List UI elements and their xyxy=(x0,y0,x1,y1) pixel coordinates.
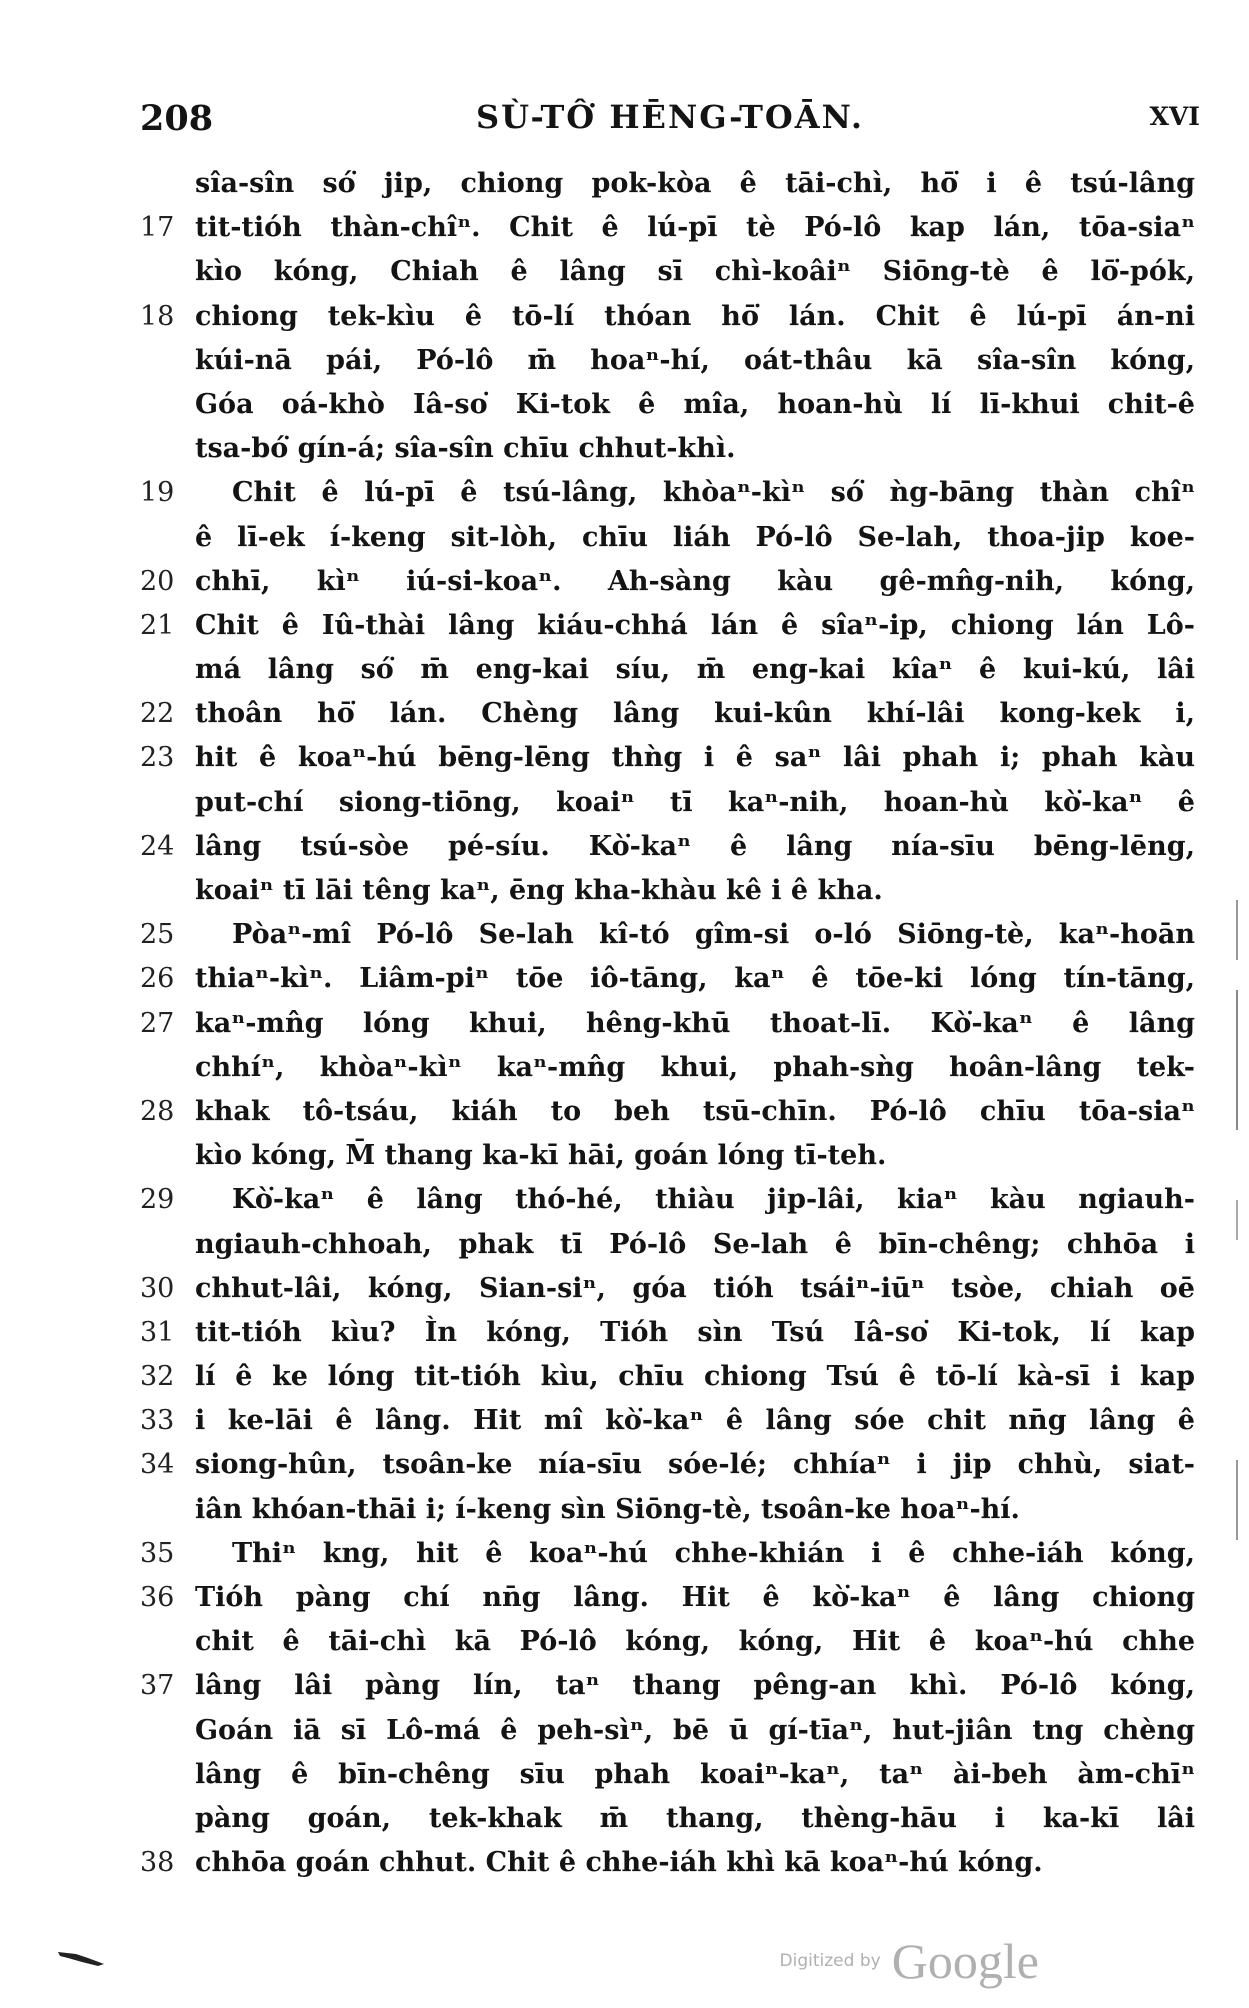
verse-number: 38 xyxy=(140,1847,175,1879)
text-line xyxy=(0,427,1249,471)
text-line xyxy=(0,1841,1249,1885)
text-line xyxy=(0,648,1249,692)
scan-edge-line xyxy=(1236,900,1239,1600)
verse-number: 24 xyxy=(140,830,175,862)
text-line xyxy=(0,516,1249,560)
google-logo: Google xyxy=(891,1933,1039,1989)
line-text: kaⁿ-mn̂g lóng khui, hêng-khū thoat-lī. Kò͘-kaⁿ ê lâng xyxy=(195,1007,1195,1039)
line-text: Chit ê Iû-thài lâng kiáu-chhá lán ê sîaⁿ-ip, chiong lán Lô- xyxy=(195,609,1195,641)
verse-number: 19 xyxy=(140,477,175,509)
text-line xyxy=(0,1797,1249,1841)
verse-number: 25 xyxy=(140,919,175,951)
text-line xyxy=(0,560,1249,604)
verse-number: 20 xyxy=(140,565,175,597)
page-header xyxy=(140,98,1200,148)
text-line xyxy=(0,1399,1249,1443)
verse-number: 17 xyxy=(140,212,175,244)
line-text: chiong tek-kìu ê tō-lí thóan hō͘ lán. Chit ê lú-pī án-ni xyxy=(195,300,1195,332)
text-line xyxy=(0,1443,1249,1487)
verse-number: 33 xyxy=(140,1405,175,1437)
line-text: koaiⁿ tī lāi têng kaⁿ, ēng kha-khàu kê i ê kha. xyxy=(195,875,883,906)
line-text: tit-tióh kìu? Ìn kóng, Tióh sìn Tsú Iâ-so͘ Ki-tok, lí kap xyxy=(195,1316,1195,1348)
text-line xyxy=(0,604,1249,648)
text-line xyxy=(0,471,1249,515)
running-title: SÙ-TÔ͘ HĒNG-TOĀN. xyxy=(476,98,864,136)
line-text: Kò͘-kaⁿ ê lâng thó-hé, thiàu jip-lâi, kiaⁿ kàu ngiauh- xyxy=(232,1184,1195,1216)
verse-number: 32 xyxy=(140,1361,175,1393)
verse-number: 21 xyxy=(140,609,175,641)
line-text: pàng goán, tek-khak m̄ thang, thèng-hāu i ka-kī lâi xyxy=(195,1802,1195,1834)
verse-number: 22 xyxy=(140,698,175,730)
verse-number: 30 xyxy=(140,1272,175,1304)
line-text: kúi-nā pái, Pó-lô m̄ hoaⁿ-hí, oát-thâu kā sîa-sîn kóng, xyxy=(195,344,1195,376)
text-line xyxy=(0,1576,1249,1620)
line-text: i ke-lāi ê lâng. Hit mî kò͘-kaⁿ ê lâng sóe chit nn̄g lâng ê xyxy=(195,1405,1195,1437)
verse-number: 27 xyxy=(140,1007,175,1039)
verse-number: 31 xyxy=(140,1316,175,1348)
line-text: sîa-sîn só͘ jip, chiong pok-kòa ê tāi-chì, hō͘ i ê tsú-lâng xyxy=(195,168,1195,199)
verse-number: 36 xyxy=(140,1582,175,1613)
text-line xyxy=(0,1355,1249,1399)
line-text: Tióh pàng chí nn̄g lâng. Hit ê kò͘-kaⁿ ê lâng chiong xyxy=(195,1582,1195,1613)
line-text: tit-tióh thàn-chîⁿ. Chit ê lú-pī tè Pó-lô kap lán, tōa-siaⁿ xyxy=(195,212,1195,244)
line-text: kìo kóng, M̄ thang ka-kī hāi, goán lóng tī-teh. xyxy=(195,1140,887,1172)
text-line xyxy=(0,1664,1249,1708)
chapter-number: XVI xyxy=(1149,102,1200,131)
text-line xyxy=(0,339,1249,383)
line-text: lâng tsú-sòe pé-síu. Kò͘-kaⁿ ê lâng nía-sīu bēng-lēng, xyxy=(195,830,1195,862)
digitized-by-google-watermark xyxy=(780,1932,1039,1990)
text-line xyxy=(0,1709,1249,1753)
ink-smudge-icon xyxy=(58,1948,104,1968)
line-text: chit ê tāi-chì kā Pó-lô kóng, kóng, Hit ê koaⁿ-hú chhe xyxy=(195,1626,1195,1658)
verse-number: 23 xyxy=(140,742,175,774)
page-number: 208 xyxy=(140,98,214,139)
line-text: chhī, kìⁿ iú-si-koaⁿ. Ah-sàng kàu gê-mn̂g-nih, kóng, xyxy=(195,565,1195,597)
line-text: tsa-bó͘ gín-á; sîa-sîn chīu chhut-khì. xyxy=(195,433,736,465)
text-line xyxy=(0,1223,1249,1267)
text-line xyxy=(0,206,1249,250)
line-text: ngiauh-chhoah, phak tī Pó-lô Se-lah ê bīn-chêng; chhōa i xyxy=(195,1228,1195,1260)
line-text: Goán iā sī Lô-má ê peh-sìⁿ, bē ū gí-tīaⁿ, hut-jiân tng chèng xyxy=(195,1714,1195,1746)
line-text: Thiⁿ kng, hit ê koaⁿ-hú chhe-khián i ê chhe-iáh kóng, xyxy=(232,1537,1195,1569)
watermark-prefix: Digitized by xyxy=(779,1951,881,1971)
line-text: chhíⁿ, khòaⁿ-kìⁿ kaⁿ-mn̂g khui, phah-sǹg hoân-lâng tek- xyxy=(195,1051,1195,1083)
text-line xyxy=(0,736,1249,780)
text-line xyxy=(0,1134,1249,1178)
text-line xyxy=(0,1046,1249,1090)
text-line xyxy=(0,913,1249,957)
text-line xyxy=(0,957,1249,1001)
line-text: Pòaⁿ-mî Pó-lô Se-lah kî-tó gîm-si o-ló Siōng-tè, kaⁿ-hoān xyxy=(232,919,1195,951)
text-line xyxy=(0,1620,1249,1664)
line-text: hit ê koaⁿ-hú bēng-lēng thǹg i ê saⁿ lâi phah i; phah kàu xyxy=(195,742,1195,774)
line-text: Chit ê lú-pī ê tsú-lâng, khòaⁿ-kìⁿ só͘ ǹg-bāng thàn chîⁿ xyxy=(232,477,1195,509)
text-line xyxy=(0,1532,1249,1576)
line-text: chhut-lâi, kóng, Sian-siⁿ, góa tióh tsáiⁿ-iūⁿ tsòe, chiah oē xyxy=(195,1272,1195,1304)
text-line xyxy=(0,692,1249,736)
verse-number: 18 xyxy=(140,300,175,332)
line-text: ê lī-ek í-keng sit-lòh, chīu liáh Pó-lô Se-lah, thoa-jip koe- xyxy=(195,521,1195,553)
text-line xyxy=(0,1002,1249,1046)
line-text: khak tô-tsáu, kiáh to beh tsū-chīn. Pó-lô chīu tōa-siaⁿ xyxy=(195,1095,1195,1127)
line-text: iân khóan-thāi i; í-keng sìn Siōng-tè, tsoân-ke hoaⁿ-hí. xyxy=(195,1493,1020,1525)
text-line xyxy=(0,1267,1249,1311)
line-text: siong-hûn, tsoân-ke nía-sīu sóe-lé; chhíaⁿ i jip chhù, siat- xyxy=(195,1449,1195,1481)
text-line xyxy=(0,1488,1249,1532)
text-body xyxy=(0,162,1249,1885)
text-line xyxy=(0,825,1249,869)
line-text: thiaⁿ-kìⁿ. Liâm-piⁿ tōe iô-tāng, kaⁿ ê tōe-ki lóng tín-tāng, xyxy=(195,963,1195,995)
verse-number: 34 xyxy=(140,1449,175,1481)
text-line xyxy=(0,162,1249,206)
line-text: chhōa goán chhut. Chit ê chhe-iáh khì kā koaⁿ-hú kóng. xyxy=(195,1847,1043,1879)
verse-number: 26 xyxy=(140,963,175,995)
text-line xyxy=(0,295,1249,339)
text-line xyxy=(0,1090,1249,1134)
verse-number: 28 xyxy=(140,1095,175,1127)
text-line xyxy=(0,383,1249,427)
line-text: put-chí siong-tiōng, koaiⁿ tī kaⁿ-nih, hoan-hù kò͘-kaⁿ ê xyxy=(195,786,1195,818)
line-text: lâng ê bīn-chêng sīu phah koaiⁿ-kaⁿ, taⁿ ài-beh àm-chīⁿ xyxy=(195,1758,1195,1790)
verse-number: 29 xyxy=(140,1184,175,1216)
line-text: lâng lâi pàng lín, taⁿ thang pêng-an khì. Pó-lô kóng, xyxy=(195,1670,1195,1702)
line-text: lí ê ke lóng tit-tióh kìu, chīu chiong Tsú ê tō-lí kà-sī i kap xyxy=(195,1361,1195,1393)
text-line xyxy=(0,781,1249,825)
line-text: Góa oá-khò Iâ-so͘ Ki-tok ê mîa, hoan-hù lí lī-khui chit-ê xyxy=(195,388,1195,420)
text-line xyxy=(0,250,1249,294)
line-text: má lâng só͘ m̄ eng-kai síu, m̄ eng-kai kîaⁿ ê kui-kú, lâi xyxy=(195,654,1195,686)
text-line xyxy=(0,869,1249,913)
verse-number: 35 xyxy=(140,1537,175,1569)
text-line xyxy=(0,1753,1249,1797)
line-text: kìo kóng, Chiah ê lâng sī chì-koâiⁿ Siōng-tè ê lō͘-pók, xyxy=(195,256,1195,288)
verse-number: 37 xyxy=(140,1670,175,1702)
line-text: thoân hō͘ lán. Chèng lâng kui-kûn khí-lâi kong-kek i, xyxy=(195,698,1195,730)
text-line xyxy=(0,1311,1249,1355)
text-line xyxy=(0,1178,1249,1222)
